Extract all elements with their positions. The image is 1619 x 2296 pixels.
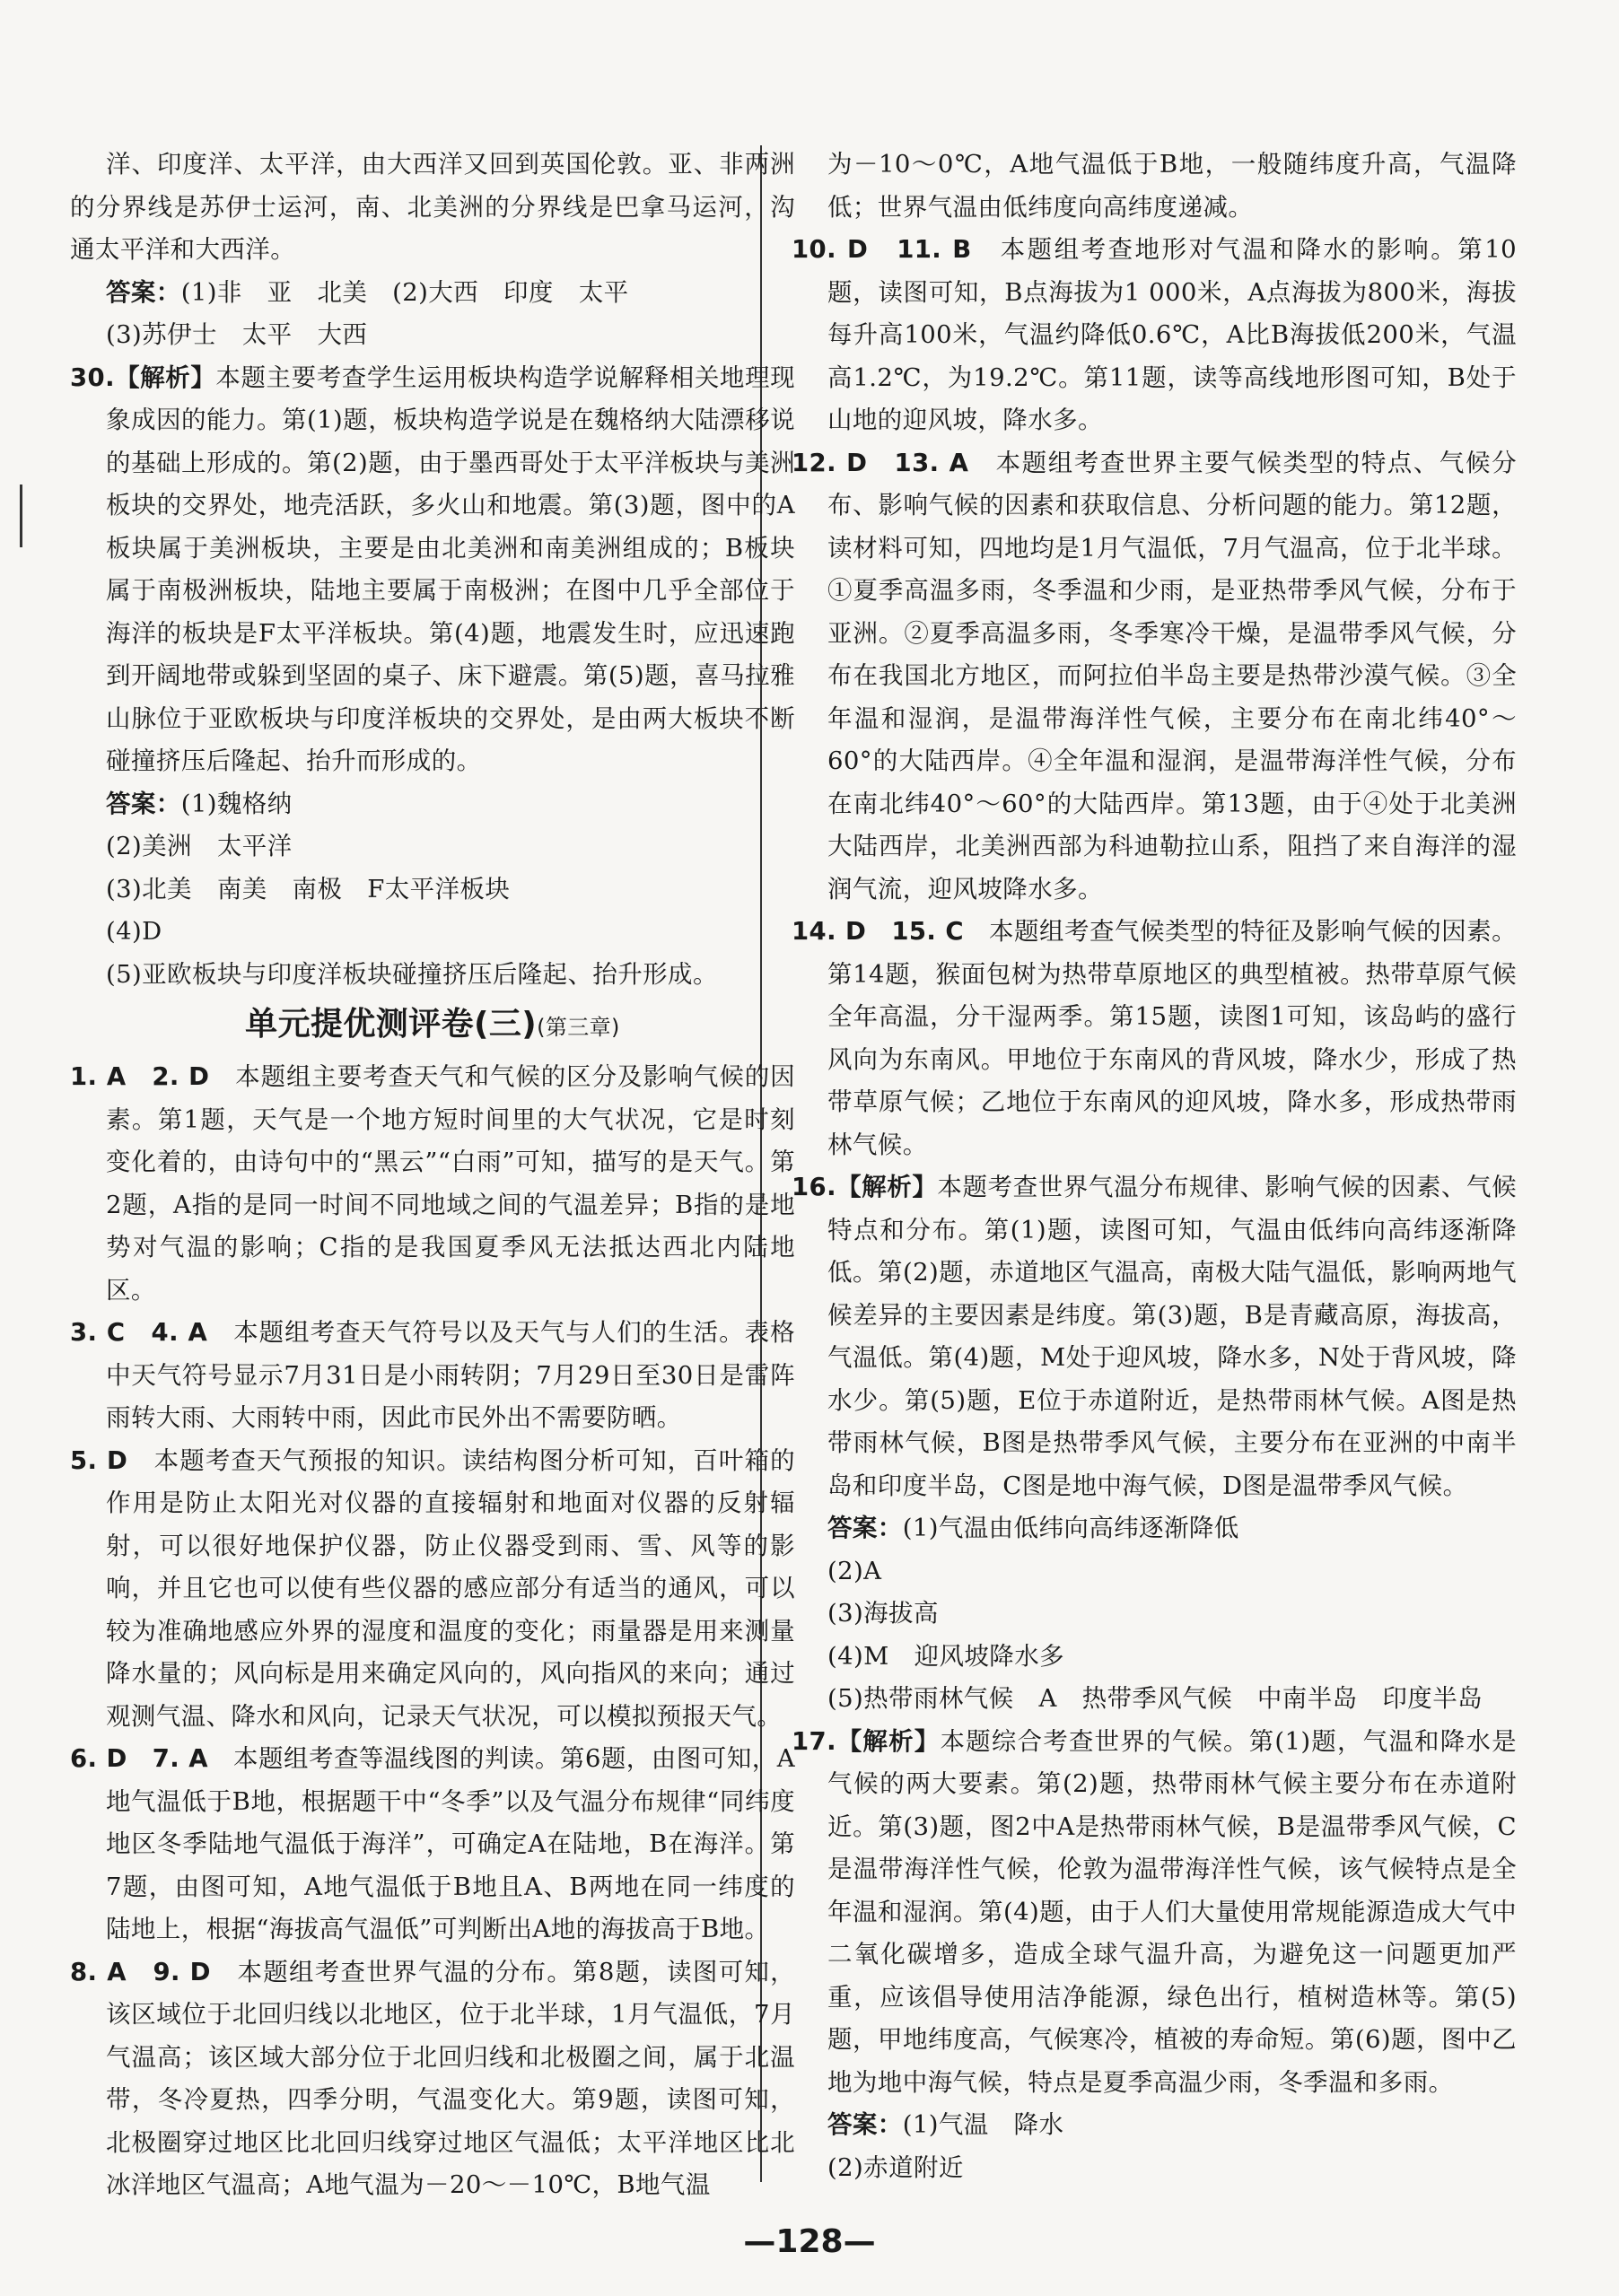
question-14-15 bbox=[792, 911, 1517, 1166]
answer-line bbox=[70, 954, 795, 997]
answer-line bbox=[70, 783, 795, 826]
question-number: 3. C 4. A bbox=[70, 1318, 208, 1347]
margin-mark bbox=[20, 485, 26, 547]
answer-line bbox=[70, 272, 795, 315]
answer-text: (1)气温 降水 bbox=[902, 2110, 1064, 2139]
analysis-text: 本题组考查气候类型的特征及影响气候的因素。第14题，猴面包树为热带草原地区的典型植被。热带草原气候全年高温，分干湿两季。第15题，读图1可知，该岛屿的盛行风向为东南风。甲地位于东南风的背风坡，降水少，形成了热带草原气候；乙地位于东南风的迎风坡，降水多，形成热带雨林气候。 bbox=[827, 917, 1517, 1159]
answer-label: 答案： bbox=[106, 789, 181, 818]
section-subtitle: (第三章) bbox=[537, 1015, 620, 1040]
answer-label: 答案： bbox=[106, 277, 181, 307]
answer-text: (1)非 亚 北美 (2)大西 印度 太平 bbox=[180, 277, 629, 307]
answer-line bbox=[792, 1678, 1517, 1721]
question-number: 12. D 13. A bbox=[792, 448, 969, 477]
right-column bbox=[792, 144, 1517, 2189]
question-1-2 bbox=[70, 1056, 795, 1312]
answer-text: (4)M 迎风坡降水多 bbox=[827, 1641, 1065, 1671]
question-12-13 bbox=[792, 442, 1517, 912]
question-16 bbox=[792, 1166, 1517, 1507]
question-number: 16. bbox=[792, 1173, 836, 1201]
analysis-tag: 【解析】 bbox=[836, 1173, 938, 1201]
answer-text: (5)热带雨林气候 A 热带季风气候 中南半岛 印度半岛 bbox=[827, 1684, 1483, 1713]
answer-text: (2)A bbox=[827, 1556, 882, 1585]
answer-text: (1)魏格纳 bbox=[180, 789, 293, 818]
answer-text: (3)海拔高 bbox=[827, 1599, 939, 1628]
page-number: —128— bbox=[743, 2223, 876, 2260]
answer-text: (1)气温由低纬向高纬逐渐降低 bbox=[902, 1514, 1239, 1542]
answer-line bbox=[70, 911, 795, 954]
question-number: 14. D 15. C bbox=[792, 917, 964, 946]
analysis-text: 本题组考查世界主要气候类型的特点、气候分布、影响气候的因素和获取信息、分析问题的能力。第12题，读材料可知，四地均是1月气温低，7月气温高，位于北半球。①夏季高温多雨，冬季温和少雨，是亚热带季风气候，分布于亚洲。②夏季高温多雨，冬季寒冷干燥，是温带季风气候，分布在我国北方地区，而阿拉伯半岛主要是热带沙漠气候。③全年温和湿润，是温带海洋性气候，主要分布在南北纬40°～60°的大陆西岸。④全年温和湿润，是温带海洋性气候，分布在南北纬40°～60°的大陆西岸。第13题，由于④处于北美洲大陆西岸，北美洲西部为科迪勒拉山系，阻挡了来自海洋的湿润气流，迎风坡降水多。 bbox=[827, 448, 1517, 904]
answer-text: (5)亚欧板块与印度洋板块碰撞挤压后隆起、抬升形成。 bbox=[106, 959, 718, 989]
question-number: 6. D 7. A bbox=[70, 1744, 208, 1773]
question-number: 5. D bbox=[70, 1445, 128, 1475]
analysis-text: 本题组考查地形对气温和降水的影响。第10题，读图可知，B点海拔为1 000米，A点海拔为800米，海拔每升高100米，气温约降低0.6℃，A比B海拔低200米，气温高1.2℃，为19.2℃。第11题，读等高线地形图可知，B处于山地的迎风坡，降水多。 bbox=[827, 235, 1517, 434]
answer-text: (2)美洲 太平洋 bbox=[106, 832, 293, 860]
question-8-9 bbox=[70, 1951, 795, 2207]
analysis-text: 本题综合考查世界的气候。第(1)题，气温和降水是气候的两大要素。第(2)题，热带雨林气候主要分布在赤道附近。第(3)题，图2中A是热带雨林气候，B是温带季风气候，C是温带海洋性气候，伦敦为温带海洋性气候，该气候特点是全年温和湿润。第(4)题，由于人们大量使用常规能源造成大气中二氧化碳增多，造成全球气温升高，为避免这一问题更加严重，应该倡导使用洁净能源，绿色出行，植树造林等。第(5)题，甲地纬度高，气候寒冷，植被的寿命短。第(6)题，图中乙地为地中海气候，特点是夏季高温少雨，冬季温和多雨。 bbox=[827, 1726, 1517, 2097]
continued-text: 为－10～0℃，A地气温低于B地，一般随纬度升高，气温降低；世界气温由低纬度向高纬度递减。 bbox=[827, 150, 1517, 222]
analysis-text: 本题考查天气预报的知识。读结构图分析可知，百叶箱的作用是防止太阳光对仪器的直接辐射和地面对仪器的反射辐射，可以很好地保护仪器，防止仪器受到雨、雪、风等的影响，并且它也可以使有些仪器的感应部分有适当的通风，可以较为准确地感应外界的湿度和温度的变化；雨量器是用来测量降水量的；风向标是用来确定风向的，风向指风的来向；通过观测气温、降水和风向，记录天气状况，可以模拟预报天气。 bbox=[106, 1445, 795, 1731]
analysis-text: 本题组考查天气符号以及天气与人们的生活。表格中天气符号显示7月31日是小雨转阴；7月29日至30日是雷阵雨转大雨、大雨转中雨，因此市民外出不需要防晒。 bbox=[106, 1318, 795, 1432]
analysis-tag: 【解析】 bbox=[114, 362, 216, 392]
question-5 bbox=[70, 1440, 795, 1739]
answer-line bbox=[70, 869, 795, 912]
question-number: 8. A 9. D bbox=[70, 1957, 211, 1986]
answer-text: (3)苏伊士 太平 大西 bbox=[106, 320, 368, 349]
answer-line bbox=[792, 1550, 1517, 1593]
analysis-text: 本题组考查等温线图的判读。第6题，由图可知，A地气温低于B地，根据题干中“冬季”以及气温分布规律“同纬度地区冬季陆地气温低于海洋”，可确定A在陆地，B在海洋。第7题，由图可知，A地气温低于B地且A、B两地在同一纬度的陆地上，根据“海拔高气温低”可判断出A地的海拔高于B地。 bbox=[106, 1744, 796, 1943]
answer-line bbox=[792, 1636, 1517, 1679]
analysis-tag: 【解析】 bbox=[836, 1726, 941, 1756]
question-number: 30. bbox=[70, 362, 115, 392]
continued-paragraph bbox=[792, 144, 1517, 229]
answer-line bbox=[792, 1593, 1517, 1636]
question-17 bbox=[792, 1721, 1517, 2105]
answer-line bbox=[70, 314, 795, 357]
section-title-text: 单元提优测评卷(三) bbox=[245, 1006, 538, 1043]
answer-line bbox=[792, 2147, 1517, 2190]
answer-text: (2)赤道附近 bbox=[827, 2152, 964, 2182]
question-number: 17. bbox=[792, 1726, 836, 1756]
question-6-7 bbox=[70, 1738, 795, 1951]
question-3-4 bbox=[70, 1312, 795, 1440]
answer-text: (4)D bbox=[106, 917, 162, 946]
left-column bbox=[70, 144, 795, 2207]
answer-label: 答案： bbox=[827, 2110, 903, 2139]
answer-text: (3)北美 南美 南极 F太平洋板块 bbox=[106, 874, 511, 904]
question-number: 10. D 11. B bbox=[792, 235, 972, 264]
answer-label: 答案： bbox=[827, 1514, 903, 1542]
answer-line bbox=[792, 2104, 1517, 2147]
question-30 bbox=[70, 357, 795, 783]
analysis-text: 本题组考查世界气温的分布。第8题，读图可知，该区域位于北回归线以北地区，位于北半球，1月气温低，7月气温高；该区域大部分位于北回归线和北极圈之间，属于北温带，冬冷夏热，四季分明，气温变化大。第9题，读图可知，北极圈穿过地区比北回归线穿过地区气温低；太平洋地区比北冰洋地区气温高；A地气温为－20～－10℃，B地气温 bbox=[106, 1957, 796, 2199]
continued-paragraph bbox=[70, 144, 795, 272]
question-10-11 bbox=[792, 229, 1517, 442]
question-number: 1. A 2. D bbox=[70, 1062, 210, 1091]
analysis-text: 本题主要考查学生运用板块构造学说解释相关地理现象成因的能力。第(1)题，板块构造学说是在魏格纳大陆漂移说的基础上形成的。第(2)题，由于墨西哥处于太平洋板块与美洲板块的交界处，地壳活跃，多火山和地震。第(3)题，图中的A板块属于美洲板块，主要是由北美洲和南美洲组成的；B板块属于南极洲板块，陆地主要属于南极洲；在图中几乎全部位于海洋的板块是F太平洋板块。第(4)题，地震发生时，应迅速跑到开阔地带或躲到坚固的桌子、床下避震。第(5)题，喜马拉雅山脉位于亚欧板块与印度洋板块的交界处，是由两大板块不断碰撞挤压后隆起、抬升而形成的。 bbox=[106, 362, 795, 775]
continued-text: 洋、印度洋、太平洋，由大西洋又回到英国伦敦。亚、非两洲的分界线是苏伊士运河，南、北美洲的分界线是巴拿马运河，沟通太平洋和大西洋。 bbox=[70, 150, 795, 264]
answer-line bbox=[70, 825, 795, 869]
section-title bbox=[70, 996, 795, 1056]
analysis-text: 本题组主要考查天气和气候的区分及影响气候的因素。第1题，天气是一个地方短时间里的大气状况，它是时刻变化着的，由诗句中的“黑云”“白雨”可知，描写的是天气。第2题，A指的是同一时间不同地域之间的气温差异；B指的是地势对气温的影响；C指的是我国夏季风无法抵达西北内陆地区。 bbox=[106, 1062, 795, 1305]
analysis-text: 本题考查世界气温分布规律、影响气候的因素、气候特点和分布。第(1)题，读图可知，气温由低纬向高纬逐渐降低。第(2)题，赤道地区气温高，南极大陆气温低，影响两地气候差异的主要因素是纬度。第(3)题，B是青藏高原，海拔高，气温低。第(4)题，M处于迎风坡，降水多，N处于背风坡，降水少。第(5)题，E位于赤道附近，是热带雨林气候。A图是热带雨林气候，B图是热带季风气候，主要分布在亚洲的中南半岛和印度半岛，C图是地中海气候，D图是温带季风气候。 bbox=[827, 1173, 1517, 1500]
answer-line bbox=[792, 1507, 1517, 1550]
